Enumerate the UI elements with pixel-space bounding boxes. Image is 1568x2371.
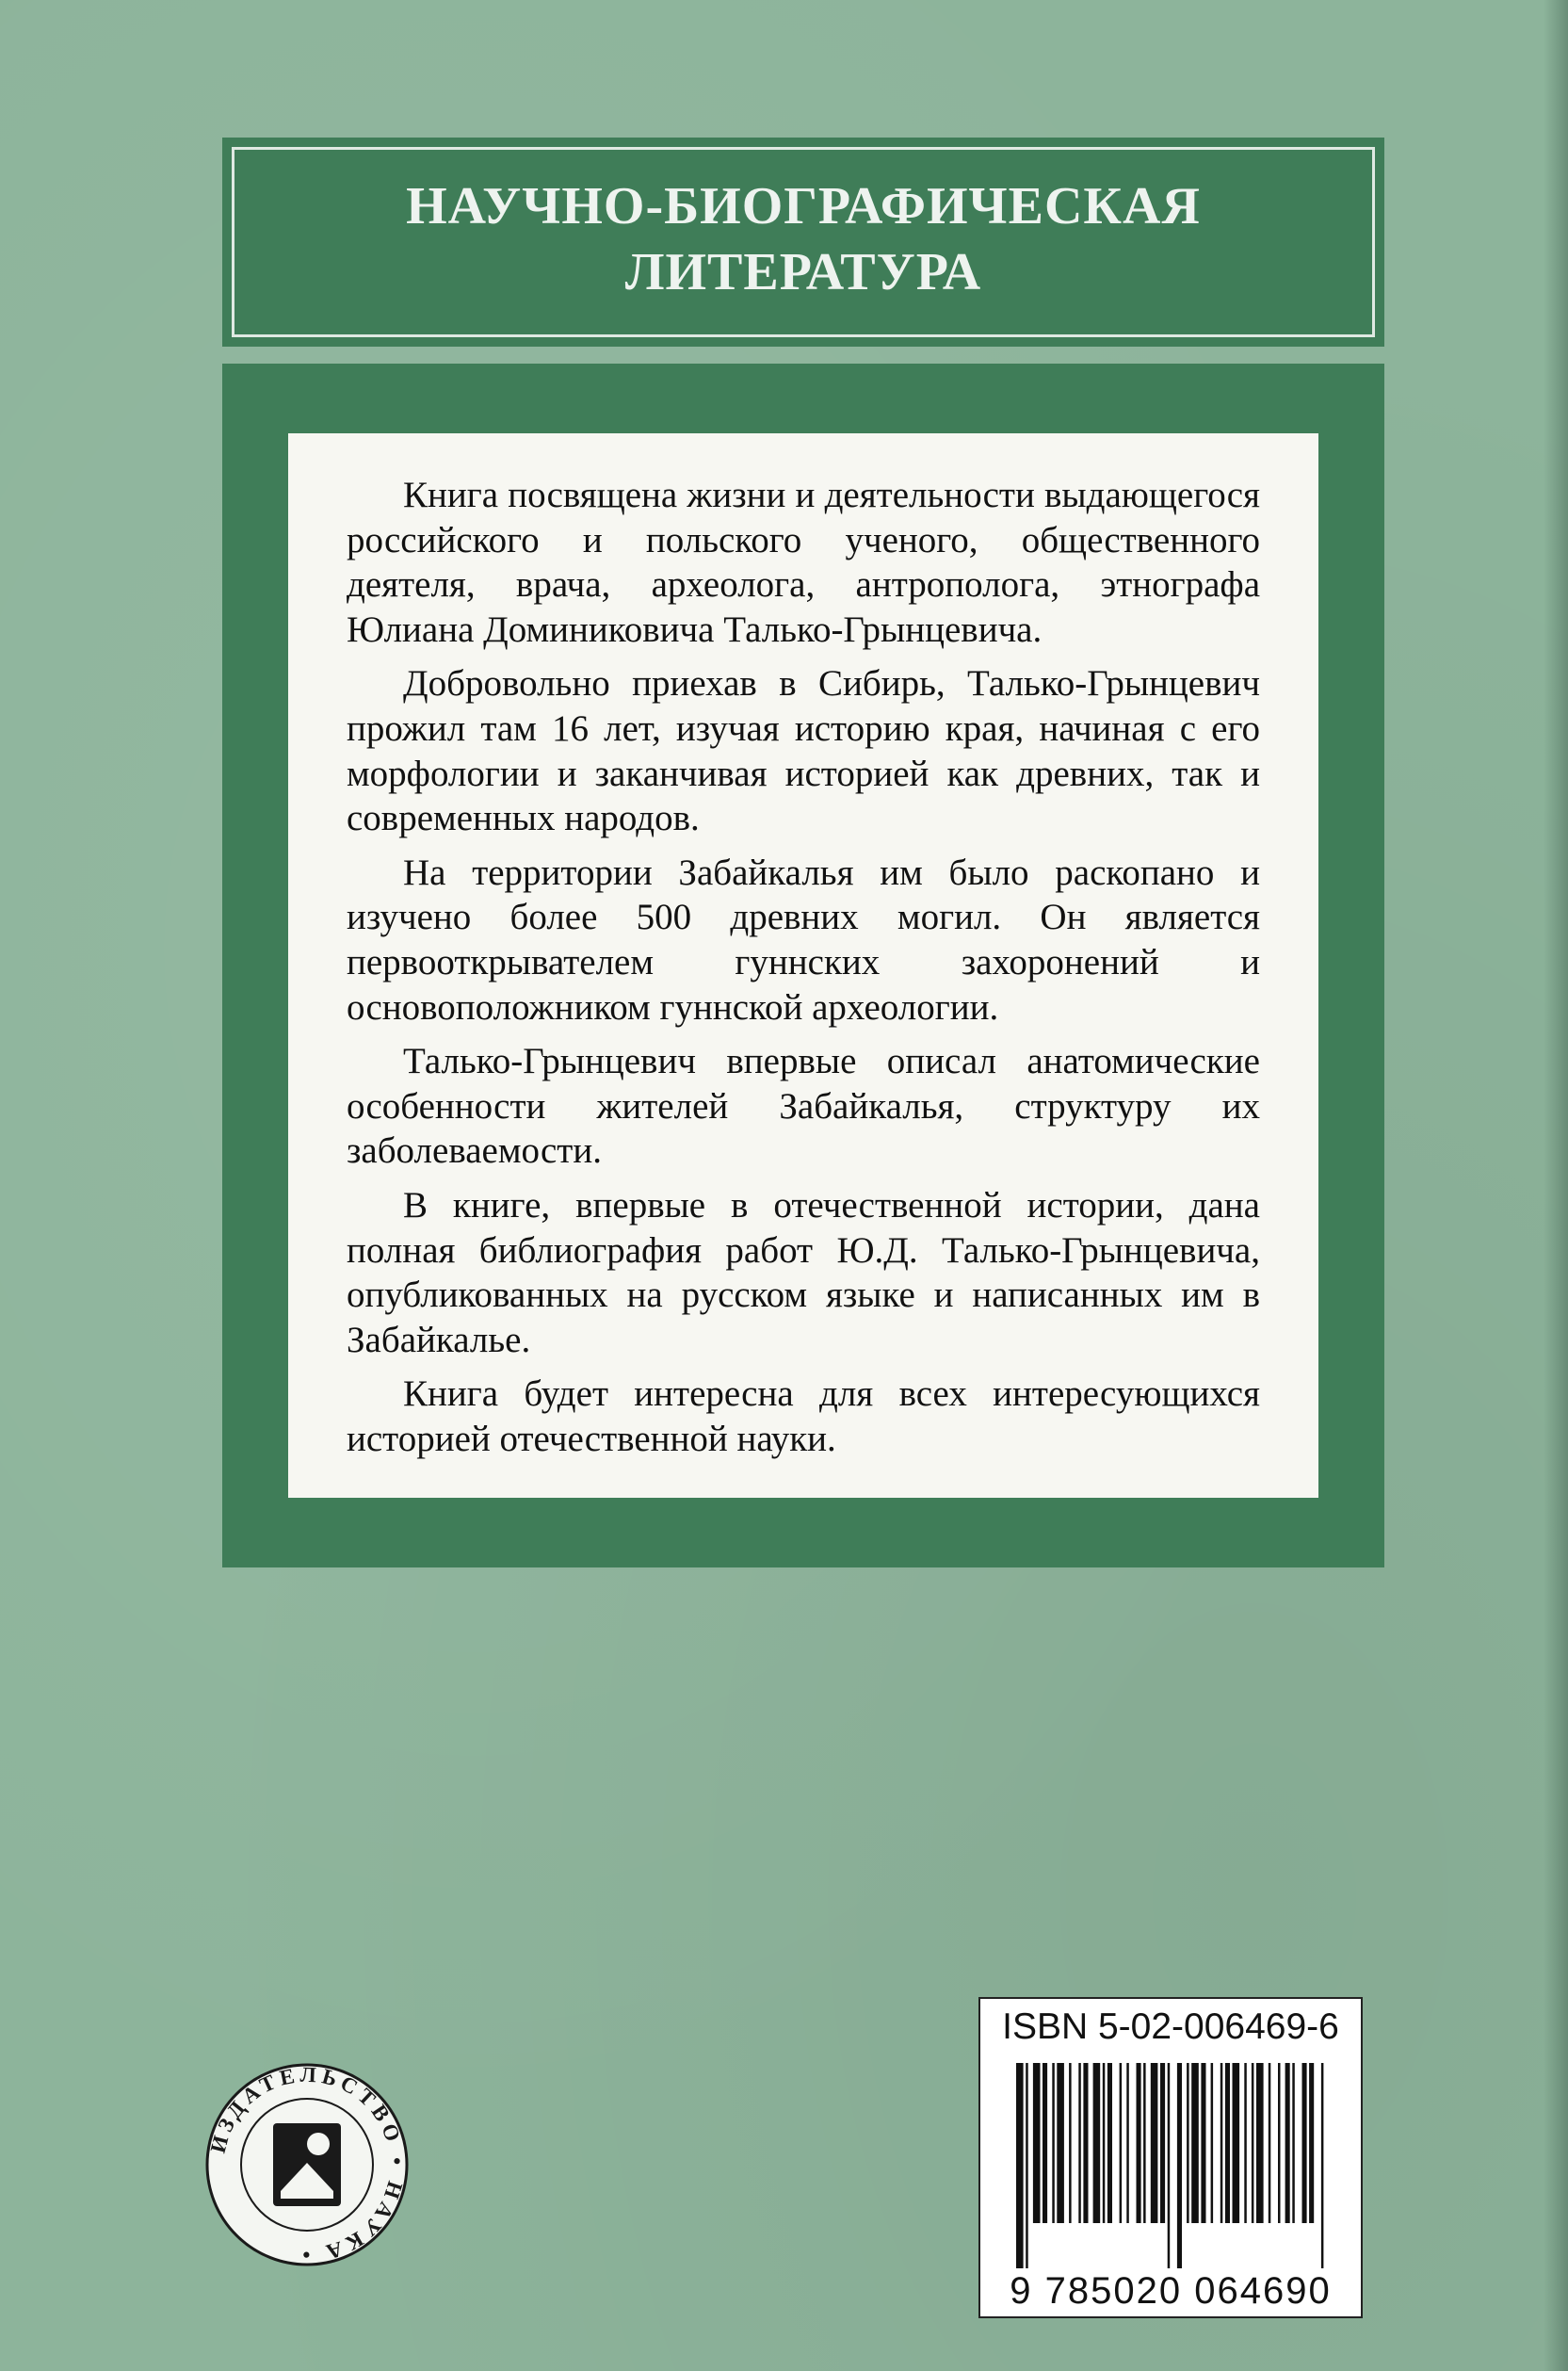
barcode-bar bbox=[1083, 2063, 1088, 2223]
barcode-bar bbox=[1278, 2063, 1281, 2223]
barcode-bar bbox=[1143, 2063, 1146, 2223]
annotation-panel bbox=[222, 364, 1384, 1567]
annotation-box bbox=[288, 433, 1318, 1498]
barcode-bar bbox=[1069, 2063, 1072, 2223]
barcode-bar bbox=[1225, 2063, 1230, 2223]
series-title: НАУЧНО-БИОГРАФИЧЕСКАЯ ЛИТЕРАТУРА bbox=[406, 177, 1201, 301]
barcode-bar bbox=[1244, 2063, 1247, 2223]
barcode-bar bbox=[1078, 2063, 1081, 2223]
barcode-bar bbox=[1057, 2063, 1064, 2223]
barcode-bar bbox=[1151, 2063, 1158, 2223]
barcode-bar bbox=[1220, 2063, 1223, 2223]
barcode-bar bbox=[1211, 2063, 1214, 2223]
barcode-bar bbox=[1285, 2063, 1290, 2223]
barcode-bar bbox=[1093, 2063, 1101, 2223]
barcode-bar bbox=[1026, 2063, 1028, 2268]
series-banner bbox=[222, 138, 1384, 347]
publisher-logo bbox=[202, 2059, 412, 2270]
barcode-bar bbox=[1201, 2063, 1205, 2223]
annotation-paragraph: Добровольно приехав в Сибирь, Талько-Грынцевич прожил там 16 лет, изучая историю края, начиная с его морфологии и заканчивая историей как древних, так и современных народов. bbox=[347, 663, 1260, 839]
annotation-paragraph: Книга будет интересна для всех интересующихся историей отечественной науки. bbox=[347, 1373, 1260, 1459]
annotation-paragraph: Талько-Грынцевич впервые описал анатомические особенности жителей Забайкалья, структуру их заболеваемости. bbox=[347, 1041, 1260, 1172]
barcode-bar bbox=[1309, 2063, 1314, 2223]
isbn-barcode-block bbox=[978, 1997, 1363, 2318]
barcode-bar bbox=[1256, 2063, 1264, 2223]
barcode-bar bbox=[1233, 2063, 1240, 2223]
publisher-logo-graphic bbox=[202, 2059, 412, 2270]
annotation-paragraph: Книга посвящена жизни и деятельности выдающегося российского и польского ученого, общественного деятеля, врача, археолога, антрополога, этнографа Юлиана Доминиковича Талько-Грынцевича. bbox=[347, 475, 1260, 650]
barcode-bar bbox=[1033, 2063, 1041, 2223]
annotation-paragraph: В книге, впервые в отечественной истории, дана полная библиография работ Ю.Д. Талько-Грынцевича, опубликованных на русском языке и написанных им в Забайкалье. bbox=[347, 1184, 1260, 1360]
barcode-bar bbox=[1321, 2063, 1324, 2268]
barcode-bar bbox=[1292, 2063, 1295, 2223]
isbn-label: ISBN 5-02-006469-6 bbox=[1002, 2006, 1339, 2047]
barcode-bar bbox=[1107, 2063, 1112, 2223]
barcode-bar bbox=[1269, 2063, 1271, 2223]
barcode-bar bbox=[1126, 2063, 1129, 2223]
barcode-bar bbox=[1052, 2063, 1055, 2223]
annotation-paragraph: На территории Забайкалья им было раскопано и изучено более 500 древних могил. Он является первооткрывателем гуннских захоронений и основоположником гуннской археологии. bbox=[347, 852, 1260, 1028]
barcode-bar bbox=[1191, 2063, 1199, 2223]
barcode-bar bbox=[1137, 2063, 1141, 2223]
svg-text:ИЗДАТЕЛЬСТВО • НАУКА •: ИЗДАТЕЛЬСТВО • НАУКА • bbox=[205, 2062, 410, 2267]
barcode-bar bbox=[1120, 2063, 1123, 2223]
barcode-bar bbox=[1103, 2063, 1106, 2223]
barcode-bar bbox=[1302, 2063, 1307, 2223]
barcode-bar bbox=[1043, 2063, 1047, 2223]
barcode-bar bbox=[1187, 2063, 1189, 2223]
barcode-digits: 9 785020 064690 bbox=[1010, 2270, 1332, 2312]
barcode-bar bbox=[1168, 2063, 1171, 2268]
cover-edge-shadow bbox=[1544, 0, 1568, 2371]
barcode-bar bbox=[1252, 2063, 1254, 2223]
barcode bbox=[1009, 2063, 1338, 2272]
annotation-text bbox=[347, 473, 1260, 1470]
barcode-bar bbox=[1160, 2063, 1165, 2223]
barcode-bar bbox=[1016, 2063, 1024, 2268]
barcode-bar bbox=[1177, 2063, 1182, 2268]
